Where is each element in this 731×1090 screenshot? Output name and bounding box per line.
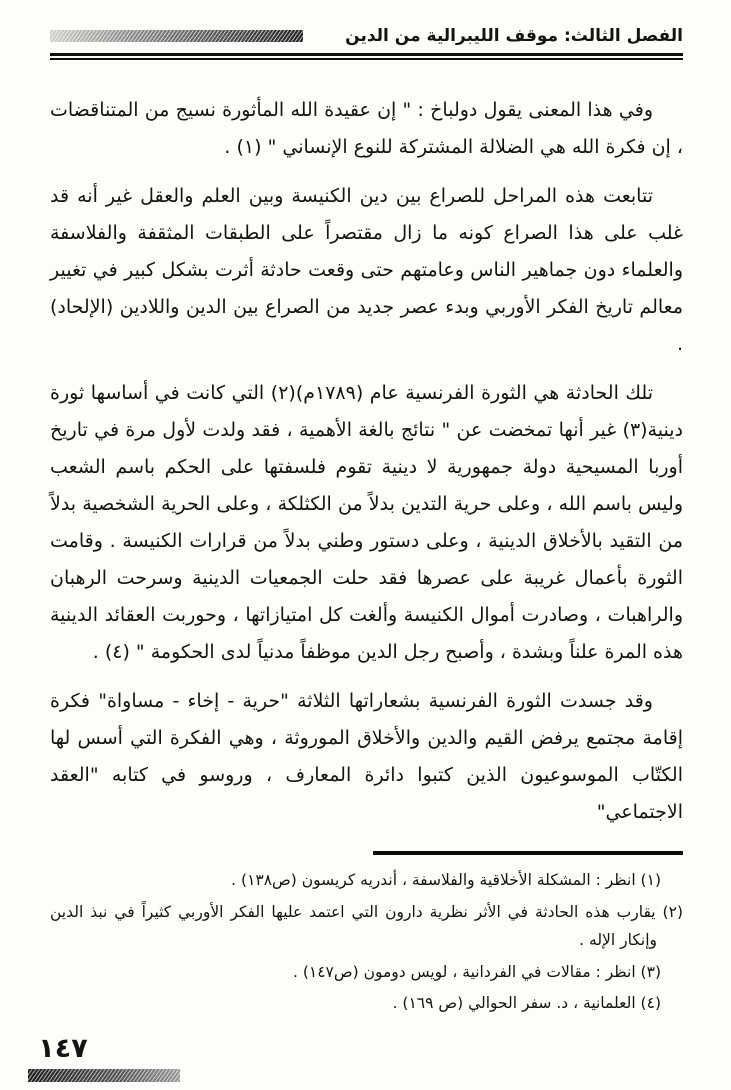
footnote-separator-rule: [373, 851, 683, 855]
footnote-4: (٤) العلمانية ، د. سفر الحوالي (ص ١٦٩) .: [392, 994, 661, 1012]
header-decoration-bar: [50, 30, 303, 42]
page-header: [50, 26, 683, 46]
footnote-1: (١) انظر : المشكلة الأخلاقية والفلاسفة ، أندريه كريسون (ص١٣٨) .: [231, 871, 661, 889]
paragraph-3: تلك الحادثة هي الثورة الفرنسية عام (١٧٨٩م)(٢) التي كانت في أساسها ثورة دينية(٣) غير أنها تمخضت عن " نتائج بالغة الأهمية ، فقد ولدت لأول مرة في تاريخ أوربا المسيحية دولة جمهورية لا دينية تقوم فلسفتها على الحكم باسم الشعب وليس باسم الله ، وعلى حرية التدين بدلاً من الكثلكة ، وعلى الحرية الشخصية بدلاً من التقيد بالأخلاق الدينية ، وعلى دستور وطني بدلاً من قرارات الكنيسة . وقامت الثورة بأعمال غريبة على عصرها فقد حلت الجمعيات الدينية وسرحت الرهبان والراهبات ، وصادرت أموال الكنيسة وألغت كل امتيازاتها ، وحوربت العقائد الدينية هذه المرة علناً وبشدة ، وأصبح رجل الدين موظفاً مدنياً لدى الحكومة " (٤) .: [50, 382, 683, 663]
chapter-title: الفصل الثالث: موقف الليبرالية من الدين: [345, 26, 683, 46]
paragraph-2: تتابعت هذه المراحل للصراع بين دين الكنيسة وبين العلم والعقل غير أنه قد غلب على هذا الصراع كونه ما زال مقتصراً على الطبقات المثقفة والفلاسفة والعلماء دون جماهير الناس وعامتهم حتى وقعت حادثة أثرت بشكل كبير في تغيير معالم تاريخ الفكر الأوربي وبدء عصر جديد من الصراع بين الدين واللادين (الإلحاد) .: [50, 185, 683, 355]
footnotes-section: [50, 851, 683, 1021]
footnote-2: (٢) يقارب هذه الحادثة في الأثر نظرية دارون التي اعتمد عليها الفكر الأوربي كثيراً في نبذ الدين وإنكار الإله .: [50, 902, 683, 949]
body-text: [50, 92, 683, 831]
footer-decoration-bar: [28, 1069, 180, 1082]
footnote-3: (٣) انظر : مقالات في الفردانية ، لويس دومون (ص١٤٧) .: [292, 962, 661, 981]
page-number: ١٤٧: [38, 1033, 88, 1064]
paragraph-4: وقد جسدت الثورة الفرنسية بشعاراتها الثلاثة "حرية - إخاء - مساواة" فكرة إقامة مجتمع يرفض القيم والدين والأخلاق الموروثة ، وهي الفكرة التي أسس لها الكتّاب الموسوعيون الذين كتبوا دائرة المعارف ، وروسو في كتابه "العقد الاجتماعي": [50, 690, 683, 823]
paragraph-1: وفي هذا المعنى يقول دولباخ : " إن عقيدة الله المأثورة نسيج من المتناقضات ، إن فكرة الله هي الضلالة المشتركة للنوع الإنساني " (١) .: [50, 99, 683, 158]
header-double-rule: [50, 53, 683, 60]
page-footer: [38, 1032, 683, 1084]
